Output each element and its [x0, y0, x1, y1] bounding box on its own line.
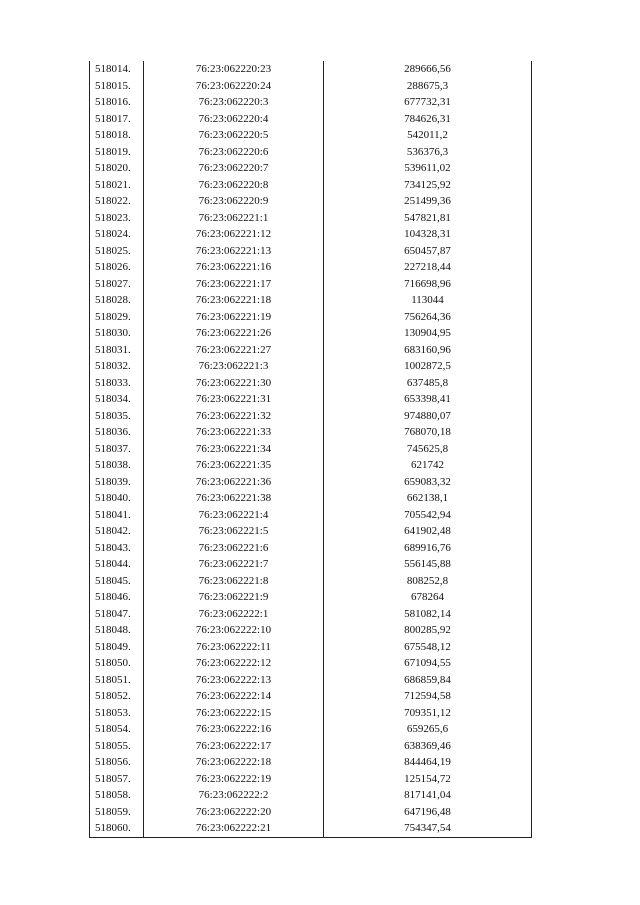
- row-number-cell: 518033.: [90, 375, 144, 392]
- cadastral-number-cell: 76:23:062221:1: [144, 210, 324, 227]
- cadastral-value-cell: 581082,14: [324, 606, 532, 623]
- table-row: [90, 375, 532, 392]
- cadastral-number-cell: 76:23:062222:18: [144, 754, 324, 771]
- cadastral-value-cell: 637485,8: [324, 375, 532, 392]
- row-number-cell: 518047.: [90, 606, 144, 623]
- cadastral-number-cell: 76:23:062221:12: [144, 226, 324, 243]
- table-row: [90, 705, 532, 722]
- table-row: [90, 193, 532, 210]
- cadastral-value-cell: 104328,31: [324, 226, 532, 243]
- row-number-cell: 518060.: [90, 820, 144, 837]
- cadastral-value-cell: 542011,2: [324, 127, 532, 144]
- cadastral-value-cell: 641902,48: [324, 523, 532, 540]
- table-row: [90, 111, 532, 128]
- cadastral-value-cell: 289666,56: [324, 61, 532, 78]
- cadastral-value-cell: 734125,92: [324, 177, 532, 194]
- cadastral-number-cell: 76:23:062221:18: [144, 292, 324, 309]
- row-number-cell: 518051.: [90, 672, 144, 689]
- cadastral-value-table: [89, 61, 532, 838]
- cadastral-number-cell: 76:23:062221:7: [144, 556, 324, 573]
- cadastral-value-cell: 800285,92: [324, 622, 532, 639]
- cadastral-value-cell: 251499,36: [324, 193, 532, 210]
- cadastral-number-cell: 76:23:062220:9: [144, 193, 324, 210]
- cadastral-value-cell: 1002872,5: [324, 358, 532, 375]
- cadastral-value-cell: 227218,44: [324, 259, 532, 276]
- table-row: [90, 523, 532, 540]
- cadastral-number-cell: 76:23:062221:9: [144, 589, 324, 606]
- row-number-cell: 518017.: [90, 111, 144, 128]
- cadastral-number-cell: 76:23:062221:13: [144, 243, 324, 260]
- row-number-cell: 518034.: [90, 391, 144, 408]
- table-row: [90, 507, 532, 524]
- cadastral-number-cell: 76:23:062221:8: [144, 573, 324, 590]
- row-number-cell: 518029.: [90, 309, 144, 326]
- cadastral-number-cell: 76:23:062221:26: [144, 325, 324, 342]
- table-row: [90, 358, 532, 375]
- table-row: [90, 771, 532, 788]
- cadastral-number-cell: 76:23:062221:27: [144, 342, 324, 359]
- row-number-cell: 518037.: [90, 441, 144, 458]
- cadastral-number-cell: 76:23:062221:16: [144, 259, 324, 276]
- cadastral-value-cell: 678264: [324, 589, 532, 606]
- table-row: [90, 94, 532, 111]
- cadastral-number-cell: 76:23:062221:5: [144, 523, 324, 540]
- table-row: [90, 573, 532, 590]
- table-row: [90, 688, 532, 705]
- table-row: [90, 738, 532, 755]
- cadastral-value-cell: 288675,3: [324, 78, 532, 95]
- table-row: [90, 61, 532, 78]
- table-row: [90, 721, 532, 738]
- table-row: [90, 342, 532, 359]
- table-row: [90, 655, 532, 672]
- row-number-cell: 518059.: [90, 804, 144, 821]
- cadastral-number-cell: 76:23:062222:17: [144, 738, 324, 755]
- row-number-cell: 518021.: [90, 177, 144, 194]
- table-row: [90, 820, 532, 837]
- cadastral-number-cell: 76:23:062221:19: [144, 309, 324, 326]
- cadastral-value-cell: 808252,8: [324, 573, 532, 590]
- row-number-cell: 518018.: [90, 127, 144, 144]
- cadastral-value-cell: 768070,18: [324, 424, 532, 441]
- cadastral-number-cell: 76:23:062221:17: [144, 276, 324, 293]
- cadastral-value-cell: 653398,41: [324, 391, 532, 408]
- table-row: [90, 408, 532, 425]
- cadastral-value-cell: 817141,04: [324, 787, 532, 804]
- cadastral-value-cell: 647196,48: [324, 804, 532, 821]
- table-row: [90, 754, 532, 771]
- cadastral-number-cell: 76:23:062220:3: [144, 94, 324, 111]
- table-row: [90, 490, 532, 507]
- cadastral-number-cell: 76:23:062220:6: [144, 144, 324, 161]
- cadastral-value-cell: 556145,88: [324, 556, 532, 573]
- cadastral-value-cell: 844464,19: [324, 754, 532, 771]
- row-number-cell: 518023.: [90, 210, 144, 227]
- cadastral-number-cell: 76:23:062221:6: [144, 540, 324, 557]
- row-number-cell: 518019.: [90, 144, 144, 161]
- row-number-cell: 518058.: [90, 787, 144, 804]
- row-number-cell: 518042.: [90, 523, 144, 540]
- table-row: [90, 309, 532, 326]
- row-number-cell: 518043.: [90, 540, 144, 557]
- table-row: [90, 127, 532, 144]
- cadastral-number-cell: 76:23:062222:12: [144, 655, 324, 672]
- table-row: [90, 160, 532, 177]
- table-row: [90, 259, 532, 276]
- row-number-cell: 518041.: [90, 507, 144, 524]
- table-row: [90, 589, 532, 606]
- cadastral-number-cell: 76:23:062222:13: [144, 672, 324, 689]
- cadastral-number-cell: 76:23:062221:35: [144, 457, 324, 474]
- cadastral-number-cell: 76:23:062222:11: [144, 639, 324, 656]
- cadastral-value-cell: 784626,31: [324, 111, 532, 128]
- row-number-cell: 518014.: [90, 61, 144, 78]
- row-number-cell: 518015.: [90, 78, 144, 95]
- table-row: [90, 292, 532, 309]
- cadastral-value-cell: 671094,55: [324, 655, 532, 672]
- row-number-cell: 518049.: [90, 639, 144, 656]
- cadastral-value-cell: 754347,54: [324, 820, 532, 837]
- cadastral-value-cell: 659083,32: [324, 474, 532, 491]
- table-row: [90, 441, 532, 458]
- row-number-cell: 518056.: [90, 754, 144, 771]
- table-row: [90, 243, 532, 260]
- cadastral-number-cell: 76:23:062221:31: [144, 391, 324, 408]
- cadastral-value-cell: 659265,6: [324, 721, 532, 738]
- cadastral-number-cell: 76:23:062220:7: [144, 160, 324, 177]
- cadastral-value-cell: 113044: [324, 292, 532, 309]
- row-number-cell: 518024.: [90, 226, 144, 243]
- row-number-cell: 518039.: [90, 474, 144, 491]
- cadastral-value-cell: 705542,94: [324, 507, 532, 524]
- row-number-cell: 518040.: [90, 490, 144, 507]
- table-row: [90, 787, 532, 804]
- row-number-cell: 518027.: [90, 276, 144, 293]
- row-number-cell: 518045.: [90, 573, 144, 590]
- cadastral-value-cell: 974880,07: [324, 408, 532, 425]
- cadastral-number-cell: 76:23:062221:4: [144, 507, 324, 524]
- cadastral-number-cell: 76:23:062222:21: [144, 820, 324, 837]
- table-row: [90, 540, 532, 557]
- table-row: [90, 276, 532, 293]
- cadastral-number-cell: 76:23:062220:24: [144, 78, 324, 95]
- cadastral-number-cell: 76:23:062221:38: [144, 490, 324, 507]
- cadastral-value-cell: 547821,81: [324, 210, 532, 227]
- cadastral-number-cell: 76:23:062221:30: [144, 375, 324, 392]
- table-row: [90, 424, 532, 441]
- cadastral-value-cell: 709351,12: [324, 705, 532, 722]
- cadastral-value-cell: 125154,72: [324, 771, 532, 788]
- cadastral-number-cell: 76:23:062222:1: [144, 606, 324, 623]
- row-number-cell: 518057.: [90, 771, 144, 788]
- cadastral-value-cell: 621742: [324, 457, 532, 474]
- cadastral-number-cell: 76:23:062221:32: [144, 408, 324, 425]
- cadastral-value-cell: 745625,8: [324, 441, 532, 458]
- cadastral-value-cell: 712594,58: [324, 688, 532, 705]
- cadastral-number-cell: 76:23:062222:2: [144, 787, 324, 804]
- cadastral-number-cell: 76:23:062221:36: [144, 474, 324, 491]
- cadastral-value-cell: 683160,96: [324, 342, 532, 359]
- cadastral-value-cell: 677732,31: [324, 94, 532, 111]
- row-number-cell: 518038.: [90, 457, 144, 474]
- row-number-cell: 518052.: [90, 688, 144, 705]
- row-number-cell: 518025.: [90, 243, 144, 260]
- row-number-cell: 518048.: [90, 622, 144, 639]
- cadastral-value-cell: 536376,3: [324, 144, 532, 161]
- row-number-cell: 518036.: [90, 424, 144, 441]
- table-body: [90, 61, 532, 837]
- cadastral-number-cell: 76:23:062221:33: [144, 424, 324, 441]
- row-number-cell: 518020.: [90, 160, 144, 177]
- cadastral-number-cell: 76:23:062222:19: [144, 771, 324, 788]
- row-number-cell: 518044.: [90, 556, 144, 573]
- cadastral-value-cell: 539611,02: [324, 160, 532, 177]
- cadastral-value-cell: 756264,36: [324, 309, 532, 326]
- cadastral-value-cell: 716698,96: [324, 276, 532, 293]
- cadastral-number-cell: 76:23:062220:4: [144, 111, 324, 128]
- cadastral-number-cell: 76:23:062222:14: [144, 688, 324, 705]
- row-number-cell: 518035.: [90, 408, 144, 425]
- row-number-cell: 518050.: [90, 655, 144, 672]
- row-number-cell: 518032.: [90, 358, 144, 375]
- table-row: [90, 672, 532, 689]
- table-row: [90, 226, 532, 243]
- table-row: [90, 804, 532, 821]
- cadastral-number-cell: 76:23:062222:10: [144, 622, 324, 639]
- row-number-cell: 518054.: [90, 721, 144, 738]
- row-number-cell: 518046.: [90, 589, 144, 606]
- row-number-cell: 518031.: [90, 342, 144, 359]
- table-row: [90, 144, 532, 161]
- row-number-cell: 518055.: [90, 738, 144, 755]
- table-row: [90, 177, 532, 194]
- table-row: [90, 391, 532, 408]
- cadastral-value-cell: 689916,76: [324, 540, 532, 557]
- table-row: [90, 606, 532, 623]
- cadastral-number-cell: 76:23:062222:20: [144, 804, 324, 821]
- table-row: [90, 474, 532, 491]
- cadastral-number-cell: 76:23:062220:23: [144, 61, 324, 78]
- table-row: [90, 210, 532, 227]
- cadastral-number-cell: 76:23:062220:5: [144, 127, 324, 144]
- table-row: [90, 622, 532, 639]
- table-row: [90, 556, 532, 573]
- cadastral-number-cell: 76:23:062221:34: [144, 441, 324, 458]
- cadastral-number-cell: 76:23:062220:8: [144, 177, 324, 194]
- table-row: [90, 325, 532, 342]
- table-row: [90, 78, 532, 95]
- cadastral-value-cell: 638369,46: [324, 738, 532, 755]
- cadastral-value-cell: 662138,1: [324, 490, 532, 507]
- row-number-cell: 518053.: [90, 705, 144, 722]
- cadastral-value-cell: 686859,84: [324, 672, 532, 689]
- cadastral-number-cell: 76:23:062221:3: [144, 358, 324, 375]
- row-number-cell: 518028.: [90, 292, 144, 309]
- table-row: [90, 639, 532, 656]
- cadastral-value-cell: 675548,12: [324, 639, 532, 656]
- cadastral-value-cell: 130904,95: [324, 325, 532, 342]
- table-row: [90, 457, 532, 474]
- cadastral-value-cell: 650457,87: [324, 243, 532, 260]
- row-number-cell: 518030.: [90, 325, 144, 342]
- row-number-cell: 518016.: [90, 94, 144, 111]
- row-number-cell: 518022.: [90, 193, 144, 210]
- cadastral-number-cell: 76:23:062222:15: [144, 705, 324, 722]
- cadastral-number-cell: 76:23:062222:16: [144, 721, 324, 738]
- row-number-cell: 518026.: [90, 259, 144, 276]
